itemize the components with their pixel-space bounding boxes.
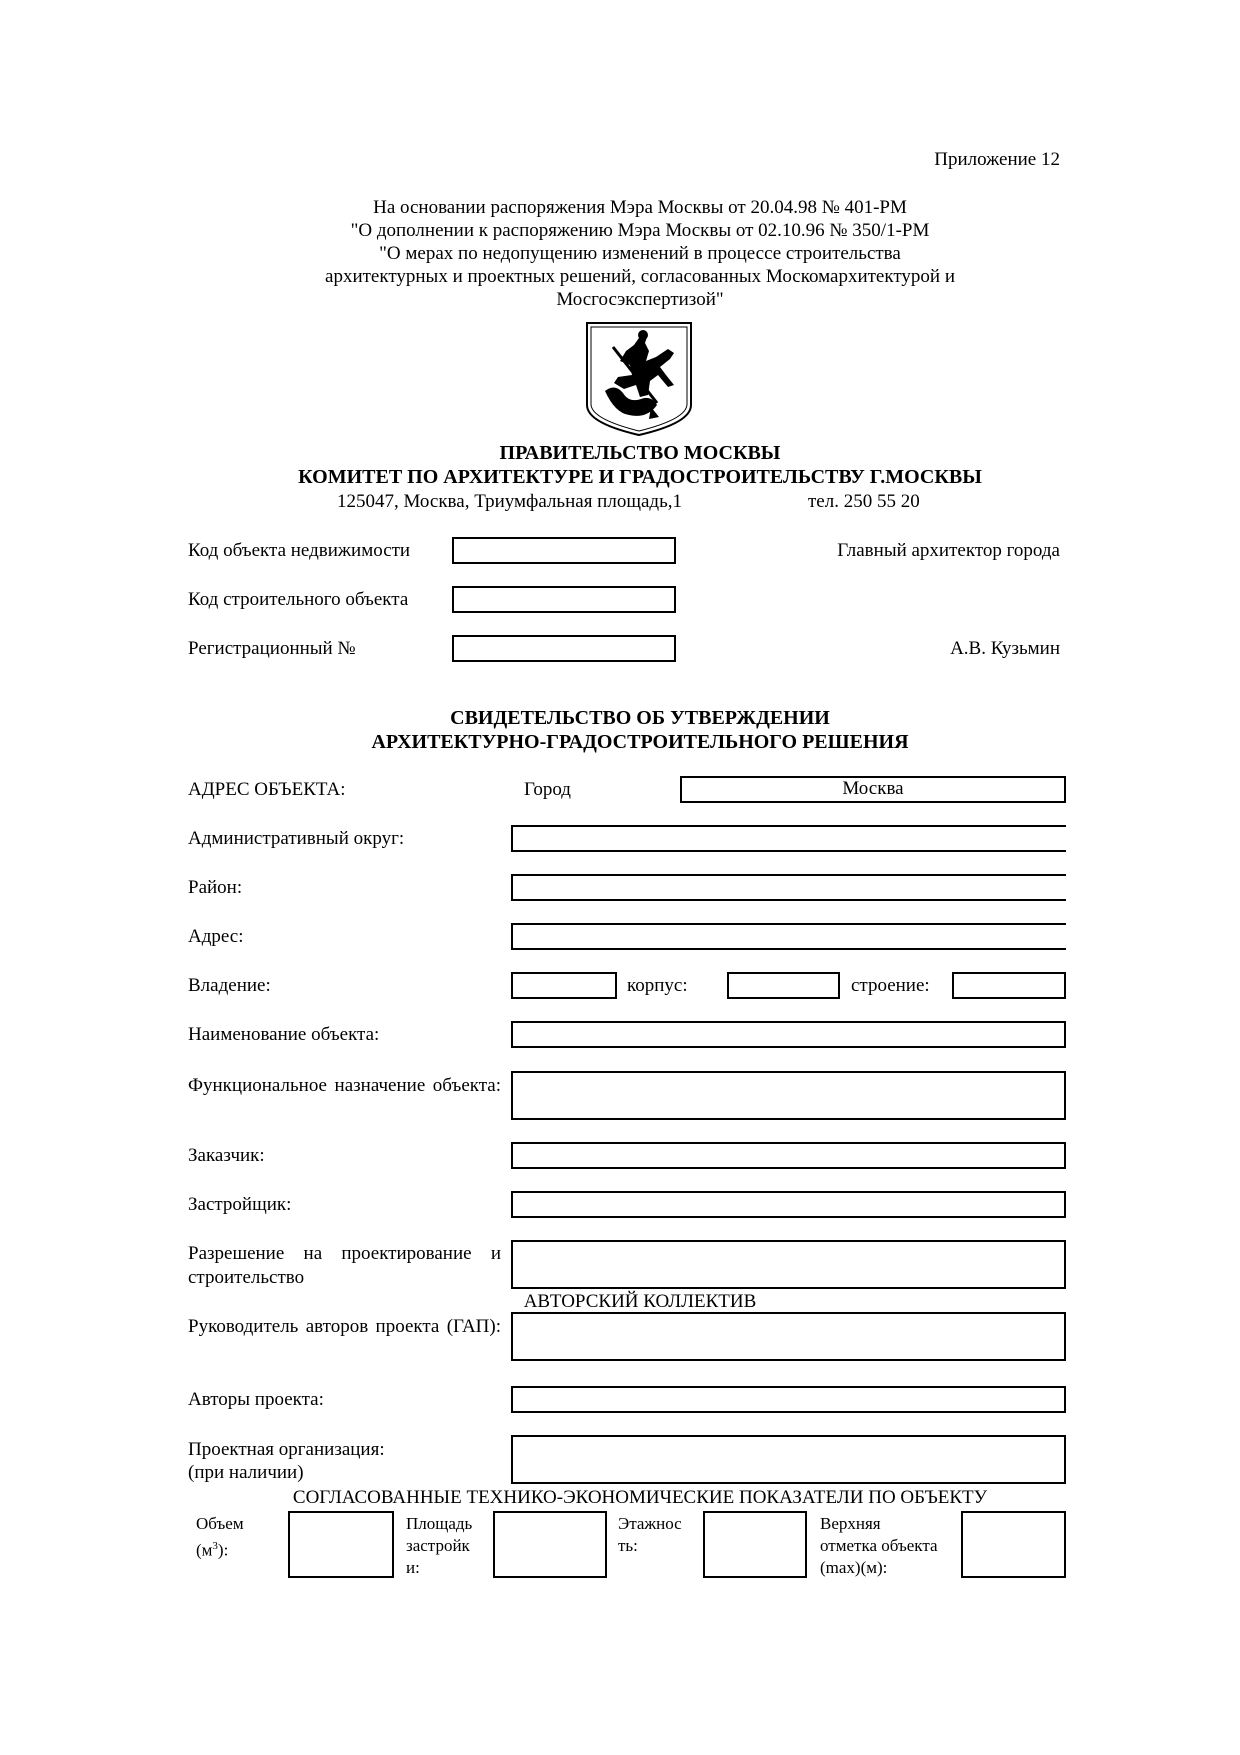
registration-field[interactable]	[452, 635, 676, 662]
chief-architect-title: Главный архитектор города	[837, 540, 1060, 561]
floors-line2: ть:	[618, 1536, 638, 1555]
design-org-label: Проектная организация:	[188, 1439, 385, 1460]
customer-label: Заказчик:	[188, 1145, 265, 1166]
floors-field[interactable]	[703, 1511, 807, 1578]
address-label: Адрес:	[188, 926, 244, 947]
government-title: ПРАВИТЕЛЬСТВО МОСКВЫ	[499, 442, 781, 464]
committee-phone: тел. 250 55 20	[808, 491, 920, 512]
developer-label: Застройщик:	[188, 1194, 292, 1215]
floors-label	[618, 1513, 682, 1557]
top-mark-line1: Верхняя	[820, 1514, 881, 1533]
top-mark-label	[820, 1513, 938, 1579]
area-field[interactable]	[511, 874, 1066, 901]
possession-field[interactable]	[511, 972, 617, 999]
possession-label: Владение:	[188, 975, 271, 996]
volume-unit-sup: 3	[212, 1540, 218, 1552]
project-authors-field[interactable]	[511, 1386, 1066, 1413]
basis-line: архитектурных и проектных решений, согласованных Москомархитектурой и	[325, 266, 955, 287]
design-org-note: (при наличии)	[188, 1462, 304, 1483]
property-code-label: Код объекта недвижимости	[188, 540, 411, 561]
volume-label	[196, 1513, 244, 1562]
design-org-field[interactable]	[511, 1435, 1066, 1484]
basis-line: "О мерах по недопущению изменений в процессе строительства	[379, 243, 901, 264]
top-mark-line2: отметка объекта	[820, 1536, 938, 1555]
structure-label: строение:	[851, 975, 930, 996]
district-field[interactable]	[511, 825, 1066, 852]
basis-line: "О дополнении к распоряжению Мэра Москвы от 02.10.96 № 350/1-РМ	[350, 220, 930, 241]
structure-field[interactable]	[952, 972, 1066, 999]
developer-field[interactable]	[511, 1191, 1066, 1218]
building-label: корпус:	[627, 975, 688, 996]
lead-author-field[interactable]	[511, 1312, 1066, 1361]
authors-heading: АВТОРСКИЙ КОЛЛЕКТИВ	[523, 1291, 757, 1312]
moscow-coat-of-arms-icon	[583, 321, 695, 437]
lead-author-label: Руководитель авторов проекта (ГАП):	[188, 1316, 501, 1337]
top-mark-field[interactable]	[961, 1511, 1066, 1578]
built-area-label	[406, 1513, 472, 1579]
document-title-line1: СВИДЕТЕЛЬСТВО ОБ УТВЕРЖДЕНИИ	[450, 707, 830, 729]
construction-code-label: Код строительного объекта	[188, 589, 409, 610]
basis-line: На основании распоряжения Мэра Москвы от 20.04.98 № 401-РМ	[373, 197, 907, 218]
floors-line1: Этажнос	[618, 1514, 682, 1533]
volume-field[interactable]	[288, 1511, 394, 1578]
chief-architect-name: А.В. Кузьмин	[950, 638, 1060, 659]
object-name-label: Наименование объекта:	[188, 1024, 380, 1045]
customer-field[interactable]	[511, 1142, 1066, 1169]
function-label: Функциональное назначение объекта:	[188, 1075, 501, 1096]
function-field[interactable]	[511, 1071, 1066, 1120]
volume-unit-suffix: ):	[217, 1540, 229, 1560]
built-area-line3: и:	[406, 1558, 420, 1577]
volume-label-line1: Объем	[196, 1514, 244, 1533]
object-name-field[interactable]	[511, 1021, 1066, 1048]
committee-address: 125047, Москва, Триумфальная площадь,1	[337, 491, 682, 512]
volume-unit-prefix: (м	[196, 1540, 213, 1560]
registration-label: Регистрационный №	[188, 638, 356, 659]
committee-title: КОМИТЕТ ПО АРХИТЕКТУРЕ И ГРАДОСТРОИТЕЛЬСТВУ Г.МОСКВЫ	[298, 466, 982, 488]
building-field[interactable]	[727, 972, 840, 999]
district-label: Административный округ:	[188, 828, 405, 849]
built-area-line2: застройк	[406, 1536, 470, 1555]
project-authors-label: Авторы проекта:	[188, 1389, 324, 1410]
built-area-field[interactable]	[493, 1511, 607, 1578]
document-title-line2: АРХИТЕКТУРНО-ГРАДОСТРОИТЕЛЬНОГО РЕШЕНИЯ	[371, 731, 909, 753]
basis-line: Мосгосэкспертизой"	[556, 289, 724, 310]
built-area-line1: Площадь	[406, 1514, 473, 1533]
permit-field[interactable]	[511, 1240, 1066, 1289]
indicators-heading: СОГЛАСОВАННЫЕ ТЕХНИКО-ЭКОНОМИЧЕСКИЕ ПОКАЗАТЕЛИ ПО ОБЪЕКТУ	[292, 1487, 988, 1508]
permit-label: Разрешение на проектирование и строительство	[188, 1243, 501, 1288]
property-code-field[interactable]	[452, 537, 676, 564]
area-label: Район:	[188, 877, 243, 898]
object-address-label: АДРЕС ОБЪЕКТА:	[188, 779, 346, 800]
top-mark-line3: (max)(м):	[820, 1558, 888, 1577]
appendix-label: Приложение 12	[934, 149, 1060, 170]
address-field[interactable]	[511, 923, 1066, 950]
city-label: Город	[524, 779, 571, 800]
construction-code-field[interactable]	[452, 586, 676, 613]
city-field[interactable]: Москва	[680, 776, 1066, 803]
volume-label-line2	[196, 1535, 244, 1562]
